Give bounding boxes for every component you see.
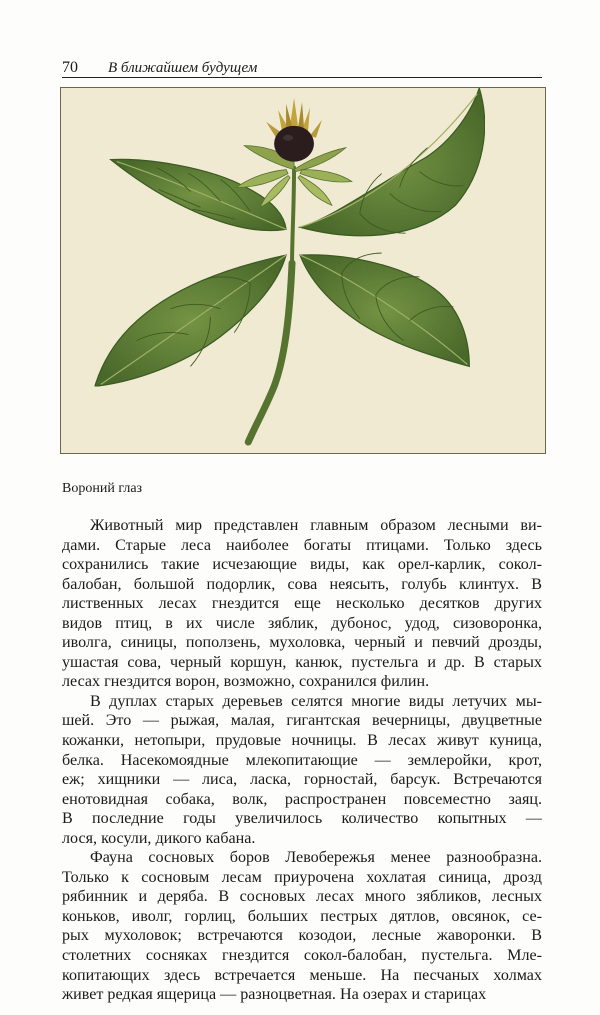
- text-line: рябинник и деряба. В сосновых лесах много зябликов, лесных: [62, 888, 542, 906]
- berry: [274, 126, 314, 162]
- body-text: [62, 516, 542, 1005]
- text-line: сохранились такие исчезающие виды, как орел-карлик, сокол-: [62, 556, 542, 574]
- running-title: В ближайшем будущем: [108, 60, 258, 76]
- text-line: еж; хищники — лиса, ласка, горностай, барсук. Встречаются: [62, 771, 542, 789]
- text-line: кожанки, нетопыри, прудовые ночницы. В лесах живут куница,: [62, 732, 542, 750]
- text-line: В последние годы увеличилось количество копытных —: [62, 810, 542, 828]
- text-line: Животный мир представлен главным образом лесными ви-: [90, 517, 542, 534]
- text-line: иволга, синицы, поползень, мухоловка, черный и певчий дрозды,: [62, 634, 542, 652]
- text-line: лося, косули, дикого кабана.: [62, 829, 256, 847]
- text-line: коньков, иволг, горлиц, больших пестрых дятлов, овсянок, се-: [62, 907, 542, 925]
- text-line: столетних сосняках гнездится сокол-балобан, пустельга. Мле-: [62, 947, 542, 965]
- text-line: дами. Старые леса наиболее богаты птицами. Только здесь: [62, 536, 542, 554]
- header-rule: [62, 77, 542, 78]
- text-line: шей. Это — рыжая, малая, гигантская вечерницы, двуцветные: [62, 712, 542, 730]
- figure-illustration: [60, 87, 546, 454]
- text-line: белка. Насекомоядные млекопитающие — землеройки, крот,: [62, 751, 542, 769]
- page-number: 70: [62, 59, 78, 76]
- text-line: копитающих здесь встречается меньше. На песчаных холмах: [62, 966, 542, 984]
- figure-caption: Вороний глаз: [62, 481, 143, 496]
- paragraphs: [62, 516, 542, 1005]
- text-line: лиственных лесах гнездится еще несколько десятков других: [62, 595, 542, 613]
- raven-eye-plant-illustration: [61, 88, 545, 453]
- text-line: видов птиц, в их числе зяблик, дубонос, удод, сизоворонка,: [62, 614, 542, 632]
- text-line: рых мухоловок; встречаются козодои, лесные жаворонки. В: [62, 927, 542, 945]
- text-line: лесах гнездится ворон, возможно, сохранился филин.: [62, 673, 430, 691]
- text-line: Только к сосновым лесам приурочена хохлатая синица, дрозд: [62, 868, 542, 886]
- text-line: енотовидная собака, волк, распространен повсеместно заяц.: [62, 790, 542, 808]
- text-line: Фауна сосновых боров Левобережья менее разнообразна.: [90, 849, 542, 867]
- text-line: В дуплах старых деревьев селятся многие виды летучих мы-: [90, 692, 542, 710]
- text-line: ушастая сова, черный коршун, канюк, пустельга и др. В старых: [62, 653, 542, 671]
- text-line: живет редкая ящерица — разноцветная. На озерах и старицах: [62, 986, 487, 1004]
- text-line: балобан, большой подорлик, сова неясыть, голубь клинтух. В: [62, 575, 542, 593]
